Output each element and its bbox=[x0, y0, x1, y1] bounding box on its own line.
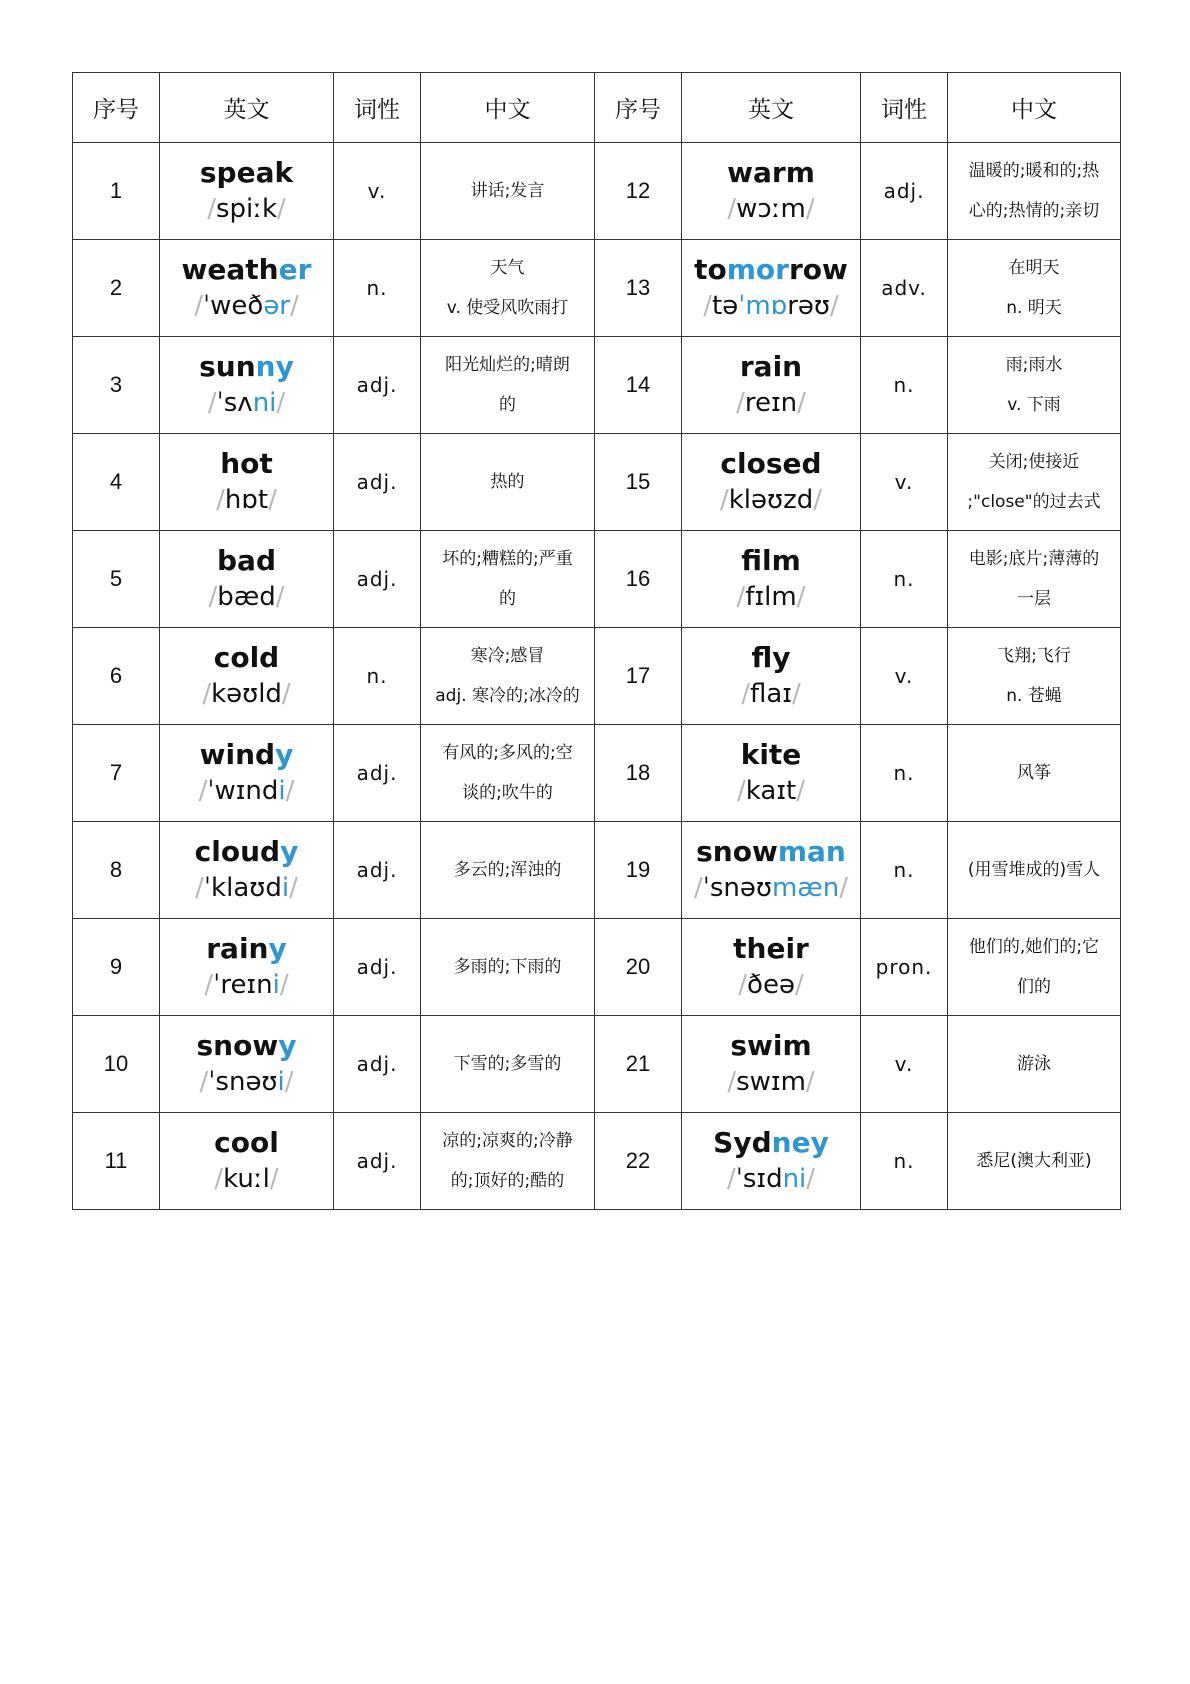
phonetic bbox=[686, 1064, 856, 1100]
chinese-meaning bbox=[948, 531, 1121, 628]
english-word bbox=[164, 543, 329, 579]
entry-number: 18 bbox=[595, 725, 682, 822]
word-segment: swim bbox=[730, 1029, 812, 1062]
phonetic-segment: kəʊld bbox=[211, 679, 282, 709]
phonetic bbox=[686, 676, 856, 712]
meaning-line: n. 明天 bbox=[1006, 298, 1062, 318]
phonetic-slash: / bbox=[741, 679, 750, 709]
table-row bbox=[73, 337, 1121, 434]
entry-number: 6 bbox=[73, 628, 160, 725]
english-word bbox=[686, 1125, 856, 1161]
word-segment: fly bbox=[751, 641, 791, 674]
phonetic-slash: / bbox=[736, 582, 746, 612]
phonetic-slash: / bbox=[805, 1067, 815, 1097]
entry-number: 20 bbox=[595, 919, 682, 1016]
english-word bbox=[686, 349, 856, 385]
meaning-line: 他们的,她们的;它 bbox=[968, 937, 1100, 957]
word-segment: wind bbox=[199, 738, 276, 771]
phonetic-segment: i bbox=[272, 970, 280, 1000]
header-number: 序号 bbox=[595, 73, 682, 143]
phonetic-slash: / bbox=[797, 388, 806, 418]
header-chinese: 中文 bbox=[421, 73, 595, 143]
phonetic bbox=[686, 967, 856, 1003]
chinese-meaning bbox=[421, 434, 595, 531]
phonetic-segment: ˈsɪd bbox=[735, 1164, 783, 1194]
meaning-line: 下雪的;多雪的 bbox=[453, 1054, 562, 1074]
phonetic-segment: spiːk bbox=[215, 194, 278, 224]
phonetic-slash: / bbox=[276, 388, 286, 418]
entry-english bbox=[682, 919, 861, 1016]
phonetic bbox=[164, 967, 329, 1003]
phonetic-segment: ni bbox=[252, 388, 277, 418]
entry-english bbox=[682, 531, 861, 628]
phonetic-slash: / bbox=[289, 873, 298, 903]
chinese-meaning bbox=[948, 434, 1121, 531]
phonetic-segment: reɪn bbox=[744, 388, 798, 418]
table-row bbox=[73, 919, 1121, 1016]
header-part-of-speech: 词性 bbox=[861, 73, 948, 143]
english-word bbox=[164, 1028, 329, 1064]
phonetic-segment: ˈmɒ bbox=[738, 291, 788, 321]
meaning-line: 多云的;浑浊的 bbox=[453, 860, 562, 880]
table-row bbox=[73, 1113, 1121, 1210]
phonetic-slash: / bbox=[268, 485, 277, 515]
word-segment: closed bbox=[720, 447, 822, 480]
entry-number: 13 bbox=[595, 240, 682, 337]
phonetic-slash: / bbox=[719, 485, 729, 515]
word-segment: to bbox=[694, 253, 727, 286]
english-word bbox=[686, 446, 856, 482]
word-segment: film bbox=[741, 544, 801, 577]
phonetic-segment: mæn bbox=[771, 873, 840, 903]
meaning-line: 多雨的;下雨的 bbox=[453, 957, 562, 977]
word-segment: mor bbox=[726, 253, 789, 286]
meaning-line: 们的 bbox=[1017, 977, 1051, 997]
phonetic bbox=[164, 482, 329, 518]
phonetic-segment: flaɪ bbox=[750, 679, 792, 709]
meaning-line: 雨;雨水 bbox=[1005, 355, 1063, 375]
phonetic-slash: / bbox=[208, 582, 218, 612]
table-row bbox=[73, 725, 1121, 822]
meaning-line: 凉的;凉爽的;冷静 bbox=[442, 1131, 573, 1151]
phonetic-segment: ˈwɪnd bbox=[207, 776, 279, 806]
phonetic bbox=[686, 773, 856, 809]
phonetic-segment: ˈsʌ bbox=[216, 388, 253, 418]
word-segment: weath bbox=[181, 253, 279, 286]
entry-english bbox=[682, 1113, 861, 1210]
entry-number: 15 bbox=[595, 434, 682, 531]
english-word bbox=[686, 155, 856, 191]
entry-number: 12 bbox=[595, 143, 682, 240]
entry-english bbox=[160, 1016, 334, 1113]
chinese-meaning bbox=[948, 919, 1121, 1016]
word-segment: y bbox=[278, 1029, 297, 1062]
header-english: 英文 bbox=[682, 73, 861, 143]
chinese-meaning bbox=[948, 822, 1121, 919]
meaning-line: 温暖的;暖和的;热 bbox=[968, 161, 1100, 181]
meaning-line: adj. 寒冷的;冰冷的 bbox=[435, 686, 580, 706]
vocabulary-table bbox=[72, 72, 1121, 1210]
phonetic-slash: / bbox=[207, 194, 216, 224]
entry-number: 8 bbox=[73, 822, 160, 919]
entry-number: 7 bbox=[73, 725, 160, 822]
table-row bbox=[73, 531, 1121, 628]
entry-english bbox=[682, 337, 861, 434]
entry-english bbox=[160, 725, 334, 822]
meaning-line: 悉尼(澳大利亚) bbox=[976, 1151, 1092, 1171]
chinese-meaning bbox=[421, 822, 595, 919]
part-of-speech: n. bbox=[861, 725, 948, 822]
entry-number: 5 bbox=[73, 531, 160, 628]
word-segment: snow bbox=[196, 1029, 279, 1062]
english-word bbox=[686, 543, 856, 579]
meaning-line: 在明天 bbox=[1008, 258, 1060, 278]
phonetic-segment: i bbox=[281, 873, 290, 903]
phonetic bbox=[164, 1161, 329, 1197]
entry-english bbox=[682, 1016, 861, 1113]
table-row bbox=[73, 143, 1121, 240]
meaning-line: 心的;热情的;亲切 bbox=[968, 201, 1100, 221]
phonetic-segment: ðeə bbox=[747, 970, 795, 1000]
part-of-speech: adj. bbox=[334, 822, 421, 919]
word-segment: y bbox=[275, 738, 294, 771]
part-of-speech: adj. bbox=[861, 143, 948, 240]
part-of-speech: adj. bbox=[334, 531, 421, 628]
word-segment: bad bbox=[217, 544, 276, 577]
chinese-meaning bbox=[421, 628, 595, 725]
chinese-meaning bbox=[948, 1016, 1121, 1113]
meaning-line: 阳光灿烂的;晴朗 bbox=[445, 355, 570, 375]
part-of-speech: v. bbox=[861, 628, 948, 725]
header-part-of-speech: 词性 bbox=[334, 73, 421, 143]
word-segment: y bbox=[280, 835, 299, 868]
phonetic-slash: / bbox=[727, 194, 737, 224]
phonetic-segment: kləʊzd bbox=[728, 485, 814, 515]
english-word bbox=[164, 737, 329, 773]
phonetic-segment: rəʊ bbox=[787, 291, 830, 321]
chinese-meaning bbox=[948, 628, 1121, 725]
phonetic-slash: / bbox=[806, 1164, 816, 1194]
meaning-line: 热的 bbox=[490, 472, 525, 492]
part-of-speech: n. bbox=[861, 1113, 948, 1210]
header-number: 序号 bbox=[73, 73, 160, 143]
word-segment: row bbox=[788, 253, 848, 286]
entry-number: 10 bbox=[73, 1016, 160, 1113]
phonetic-slash: / bbox=[737, 776, 746, 806]
table-row bbox=[73, 1016, 1121, 1113]
part-of-speech: n. bbox=[334, 240, 421, 337]
entry-english bbox=[682, 240, 861, 337]
entry-english bbox=[682, 822, 861, 919]
part-of-speech: n. bbox=[861, 822, 948, 919]
phonetic bbox=[164, 288, 329, 324]
phonetic-slash: / bbox=[829, 291, 839, 321]
part-of-speech: adj. bbox=[334, 1016, 421, 1113]
word-segment: ney bbox=[771, 1126, 829, 1159]
meaning-line: ;"close"的过去式 bbox=[967, 492, 1101, 512]
entry-english bbox=[160, 434, 334, 531]
phonetic-segment: i bbox=[278, 776, 286, 806]
entry-english bbox=[682, 434, 861, 531]
chinese-meaning bbox=[948, 725, 1121, 822]
phonetic-segment: ər bbox=[263, 291, 290, 321]
part-of-speech: v. bbox=[861, 1016, 948, 1113]
phonetic-segment: ˈweð bbox=[202, 291, 264, 321]
phonetic bbox=[164, 191, 329, 227]
word-segment: speak bbox=[199, 156, 294, 189]
english-word bbox=[164, 349, 329, 385]
english-word bbox=[686, 931, 856, 967]
english-word bbox=[686, 737, 856, 773]
phonetic-slash: / bbox=[284, 1067, 294, 1097]
phonetic-segment: fɪlm bbox=[745, 582, 797, 612]
word-segment: sun bbox=[199, 350, 256, 383]
phonetic-slash: / bbox=[269, 1164, 279, 1194]
part-of-speech: adv. bbox=[861, 240, 948, 337]
phonetic-segment: i bbox=[277, 1067, 285, 1097]
phonetic-slash: / bbox=[204, 970, 214, 1000]
chinese-meaning bbox=[421, 337, 595, 434]
phonetic-slash: / bbox=[290, 291, 299, 321]
entry-number: 2 bbox=[73, 240, 160, 337]
meaning-line: 风筝 bbox=[1017, 763, 1051, 783]
header-row bbox=[73, 73, 1121, 143]
phonetic-slash: / bbox=[738, 970, 748, 1000]
phonetic bbox=[686, 870, 856, 906]
phonetic-segment: ˈsnəʊ bbox=[208, 1067, 278, 1097]
meaning-line: 坏的;糟糕的;严重 bbox=[442, 549, 573, 569]
word-segment: their bbox=[733, 932, 809, 965]
part-of-speech: v. bbox=[861, 434, 948, 531]
entry-number: 14 bbox=[595, 337, 682, 434]
chinese-meaning bbox=[421, 240, 595, 337]
english-word bbox=[164, 640, 329, 676]
chinese-meaning bbox=[948, 1113, 1121, 1210]
word-segment: snow bbox=[696, 835, 778, 868]
entry-number: 21 bbox=[595, 1016, 682, 1113]
phonetic-slash: / bbox=[198, 776, 208, 806]
word-segment: ny bbox=[255, 350, 294, 383]
table-row bbox=[73, 822, 1121, 919]
part-of-speech: n. bbox=[861, 337, 948, 434]
phonetic-segment: tə bbox=[712, 291, 739, 321]
phonetic-slash: / bbox=[791, 679, 801, 709]
english-word bbox=[164, 252, 329, 288]
part-of-speech: adj. bbox=[334, 337, 421, 434]
english-word bbox=[686, 1028, 856, 1064]
meaning-line: n. 苍蝇 bbox=[1006, 686, 1062, 706]
entry-english bbox=[682, 628, 861, 725]
part-of-speech: v. bbox=[334, 143, 421, 240]
meaning-line: 寒冷;感冒 bbox=[470, 646, 545, 666]
chinese-meaning bbox=[421, 1113, 595, 1210]
entry-number: 16 bbox=[595, 531, 682, 628]
english-word bbox=[164, 1125, 329, 1161]
phonetic-segment: kuːl bbox=[223, 1164, 270, 1194]
phonetic-slash: / bbox=[202, 679, 212, 709]
meaning-line: 的 bbox=[499, 395, 516, 415]
entry-number: 9 bbox=[73, 919, 160, 1016]
phonetic-slash: / bbox=[796, 582, 806, 612]
phonetic-slash: / bbox=[813, 485, 823, 515]
entry-number: 4 bbox=[73, 434, 160, 531]
phonetic-slash: / bbox=[275, 582, 285, 612]
phonetic-segment: swɪm bbox=[736, 1067, 806, 1097]
meaning-line: 天气 bbox=[490, 258, 525, 278]
english-word bbox=[164, 931, 329, 967]
english-word bbox=[164, 834, 329, 870]
part-of-speech: n. bbox=[861, 531, 948, 628]
entry-number: 17 bbox=[595, 628, 682, 725]
phonetic-slash: / bbox=[199, 1067, 209, 1097]
word-segment: man bbox=[777, 835, 846, 868]
phonetic-segment: ˈsnəʊ bbox=[702, 873, 772, 903]
entry-english bbox=[160, 531, 334, 628]
meaning-line: 谈的;吹牛的 bbox=[462, 783, 553, 803]
phonetic-slash: / bbox=[703, 291, 713, 321]
phonetic bbox=[686, 482, 856, 518]
phonetic-slash: / bbox=[195, 873, 204, 903]
phonetic bbox=[164, 676, 329, 712]
chinese-meaning bbox=[948, 240, 1121, 337]
phonetic bbox=[164, 870, 329, 906]
phonetic-slash: / bbox=[281, 679, 291, 709]
word-segment: rain bbox=[739, 350, 803, 383]
chinese-meaning bbox=[948, 143, 1121, 240]
phonetic-segment: hɒt bbox=[224, 485, 269, 515]
word-segment: cool bbox=[214, 1126, 279, 1159]
chinese-meaning bbox=[421, 1016, 595, 1113]
entry-english bbox=[160, 240, 334, 337]
phonetic-slash: / bbox=[805, 194, 815, 224]
meaning-line: 有风的;多风的;空 bbox=[442, 743, 573, 763]
phonetic-slash: / bbox=[736, 388, 745, 418]
word-segment: hot bbox=[220, 447, 273, 480]
part-of-speech: adj. bbox=[334, 919, 421, 1016]
phonetic-segment: ˈreɪn bbox=[213, 970, 273, 1000]
phonetic bbox=[686, 191, 856, 227]
meaning-line: 关闭;使接近 bbox=[988, 452, 1080, 472]
entry-english bbox=[160, 628, 334, 725]
phonetic-slash: / bbox=[194, 291, 203, 321]
phonetic bbox=[686, 579, 856, 615]
phonetic-slash: / bbox=[285, 776, 295, 806]
entry-number: 19 bbox=[595, 822, 682, 919]
phonetic bbox=[164, 773, 329, 809]
phonetic-slash: / bbox=[279, 970, 289, 1000]
meaning-line: v. 下雨 bbox=[1007, 395, 1061, 415]
chinese-meaning bbox=[948, 337, 1121, 434]
english-word bbox=[164, 446, 329, 482]
entry-english bbox=[682, 725, 861, 822]
header-chinese: 中文 bbox=[948, 73, 1121, 143]
part-of-speech: pron. bbox=[861, 919, 948, 1016]
meaning-line: 电影;底片;薄薄的 bbox=[968, 549, 1100, 569]
word-segment: y bbox=[268, 932, 287, 965]
part-of-speech: adj. bbox=[334, 1113, 421, 1210]
part-of-speech: adj. bbox=[334, 434, 421, 531]
entry-number: 22 bbox=[595, 1113, 682, 1210]
table-body bbox=[73, 143, 1121, 1210]
phonetic-segment: kaɪt bbox=[745, 776, 797, 806]
entry-number: 3 bbox=[73, 337, 160, 434]
word-segment: cloud bbox=[194, 835, 281, 868]
entry-english bbox=[160, 919, 334, 1016]
meaning-line: 一层 bbox=[1017, 589, 1051, 609]
phonetic-segment: bæd bbox=[217, 582, 276, 612]
phonetic bbox=[686, 288, 856, 324]
part-of-speech: n. bbox=[334, 628, 421, 725]
phonetic-slash: / bbox=[727, 1067, 737, 1097]
word-segment: er bbox=[278, 253, 312, 286]
phonetic-slash: / bbox=[796, 776, 805, 806]
entry-english bbox=[682, 143, 861, 240]
chinese-meaning bbox=[421, 919, 595, 1016]
word-segment: cold bbox=[213, 641, 280, 674]
phonetic-segment: wɔːm bbox=[736, 194, 806, 224]
english-word bbox=[686, 252, 856, 288]
word-segment: warm bbox=[727, 156, 815, 189]
meaning-line: v. 使受风吹雨打 bbox=[446, 298, 569, 318]
word-segment: rain bbox=[206, 932, 269, 965]
chinese-meaning bbox=[421, 531, 595, 628]
phonetic-slash: / bbox=[216, 485, 225, 515]
table-row bbox=[73, 628, 1121, 725]
word-segment: Syd bbox=[713, 1126, 772, 1159]
phonetic-segment: ˈklaʊd bbox=[203, 873, 282, 903]
phonetic bbox=[164, 385, 329, 421]
entry-english bbox=[160, 1113, 334, 1210]
meaning-line: 游泳 bbox=[1017, 1054, 1051, 1074]
chinese-meaning bbox=[421, 143, 595, 240]
table-row bbox=[73, 434, 1121, 531]
entry-number: 11 bbox=[73, 1113, 160, 1210]
phonetic bbox=[686, 385, 856, 421]
phonetic-slash: / bbox=[277, 194, 286, 224]
meaning-line: 飞翔;飞行 bbox=[997, 646, 1071, 666]
meaning-line: 的;顶好的;酷的 bbox=[450, 1171, 565, 1191]
phonetic bbox=[164, 579, 329, 615]
word-segment: kite bbox=[740, 738, 802, 771]
table-row bbox=[73, 240, 1121, 337]
entry-english bbox=[160, 822, 334, 919]
phonetic bbox=[686, 1161, 856, 1197]
chinese-meaning bbox=[421, 725, 595, 822]
phonetic-slash: / bbox=[794, 970, 804, 1000]
phonetic-slash: / bbox=[207, 388, 217, 418]
phonetic-slash: / bbox=[693, 873, 703, 903]
meaning-line: 的 bbox=[499, 589, 516, 609]
header-english: 英文 bbox=[160, 73, 334, 143]
entry-number: 1 bbox=[73, 143, 160, 240]
entry-english bbox=[160, 337, 334, 434]
english-word bbox=[686, 834, 856, 870]
entry-english bbox=[160, 143, 334, 240]
meaning-line: 讲话;发言 bbox=[470, 181, 545, 201]
phonetic-slash: / bbox=[726, 1164, 736, 1194]
part-of-speech: adj. bbox=[334, 725, 421, 822]
meaning-line: (用雪堆成的)雪人 bbox=[967, 860, 1101, 880]
english-word bbox=[164, 155, 329, 191]
phonetic bbox=[164, 1064, 329, 1100]
phonetic-segment: ni bbox=[782, 1164, 807, 1194]
phonetic-slash: / bbox=[839, 873, 849, 903]
phonetic-slash: / bbox=[214, 1164, 224, 1194]
english-word bbox=[686, 640, 856, 676]
